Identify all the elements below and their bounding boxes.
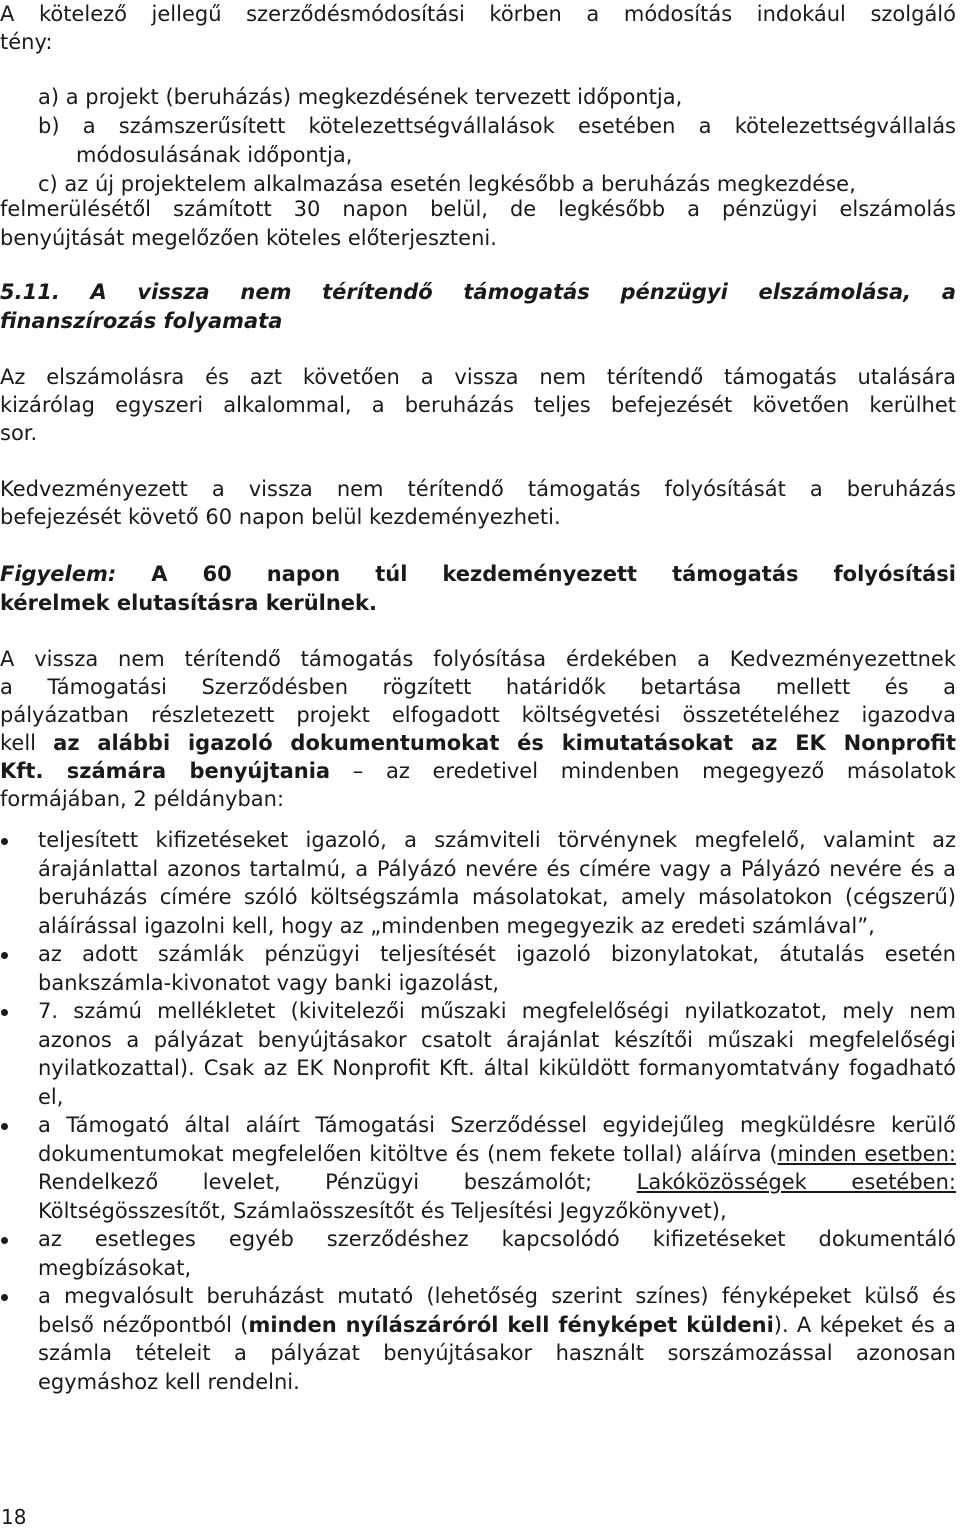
list-item (0, 826, 956, 940)
intro-tail-line: felmerülésétől számított 30 napon belül, de legkésőbb a pénzügyi elszámolás (0, 197, 956, 221)
section-heading-line: 5.11. A vissza nem térítendő támogatás pénzügyi elszámolása, a (0, 280, 956, 304)
intro-item-a: a) a projekt (beruházás) megkezdésének tervezett időpontja, (38, 85, 683, 109)
list-item-text: Költségösszesítőt, Számlaösszesítőt és Teljesítési Jegyzőkönyvet), (38, 1198, 727, 1223)
bullet-icon (1, 1237, 8, 1244)
warning-block (0, 560, 956, 618)
bullet-icon (1, 952, 8, 959)
list-item (0, 1111, 956, 1225)
paragraph-line: sor. (0, 421, 38, 445)
intro-item-b: b) a számszerűsített kötelezettségvállalások esetében a kötelezettségvállalás (38, 114, 956, 138)
intro-list (38, 83, 956, 199)
list-item-text: 7. számú mellékletet (kivitelezői műszaki megfelelőségi nyilatkozatot, mely nem azonos a pályázat benyújtásakor csatolt árajánlat készítői műszaki megfelelőségi nyilatkozattal). Csak az EK Nonprofit Kft. által kiküldött formanyomtatvány fogadható el, (38, 999, 956, 1109)
paragraph-initiation (0, 475, 956, 531)
warning-label: Figyelem: (0, 562, 117, 586)
bullet-icon (1, 1294, 8, 1301)
paragraph-documents (0, 645, 956, 813)
list-item-text: az esetleges egyéb szerződéshez kapcsolódó kifizetéseket dokumentáló megbízásokat, (38, 1227, 956, 1280)
bullet-icon (1, 1123, 8, 1130)
list-item-text: az adott számlák pénzügyi teljesítését igazoló bizonylatokat, átutalás esetén bankszámla-kivonatot vagy banki igazolást, (38, 942, 956, 995)
section-heading (0, 278, 956, 336)
list-item (0, 1225, 956, 1282)
section-heading-line: finanszírozás folyamata (0, 309, 283, 333)
list-item (0, 1282, 956, 1396)
intro-item-c: c) az új projektelem alkalmazása esetén legkésőbb a beruházás megkezdése, (38, 172, 856, 196)
paragraph-line: Kedvezményezett a vissza nem térítendő támogatás folyósítását a beruházás (0, 477, 956, 501)
paragraph-text: – az eredetivel mindenben megegyező másolatok (330, 759, 956, 783)
paragraph-line (0, 729, 956, 757)
list-item-text: teljesített kifizetéseket igazoló, a számviteli törvénynek megfelelő, valamint az árajánlattal azonos tartalmú, a Pályázó nevére és címére vagy a Pályázó nevére és a beruházás címére szóló költségszámla másolatokat, amely másolatokon (cégszerű) aláírással igazolni kell, hogy az „mindenben megegyezik az eredeti számlával”, (38, 828, 956, 938)
paragraph-line (0, 757, 956, 785)
paragraph-line: befejezését követő 60 napon belül kezdeményezheti. (0, 505, 561, 529)
paragraph-line: Az elszámolásra és azt követően a vissza nem térítendő támogatás utalására (0, 365, 956, 389)
paragraph-bold-text: az alábbi igazoló dokumentumokat és kimutatásokat az EK Nonprofit (53, 731, 956, 755)
list-item-text: a megvalósult beruházást mutató (lehetőség szerint színes) fényképeket külső és belső nézőpontból ( (38, 1284, 956, 1337)
list-item-text: a Támogató által aláírt Támogatási Szerződéssel egyidejűleg megküldésre kerülő dokumentumokat megfelelően kitöltve és (nem fekete tollal) aláírva ( (38, 1113, 956, 1166)
underlined-text: Lakóközösségek esetében: (636, 1170, 956, 1194)
bullet-icon (1, 1009, 8, 1016)
paragraph-line: kizárólag egyszeri alkalommal, a beruházás teljes befejezését követően kerülhet (0, 393, 956, 417)
bullet-icon (1, 838, 8, 845)
intro-line: A kötelező jellegű szerződésmódosítási körben a módosítás indokául szolgáló (0, 2, 956, 26)
intro-tail (0, 195, 956, 253)
paragraph-line: pályázatban részletezett projekt elfogadott költségvetési összetételéhez igazodva (0, 703, 956, 727)
paragraph-settlement (0, 363, 956, 447)
warning-line: kérelmek elutasításra kerülnek. (0, 591, 377, 615)
paragraph-text: kell (0, 731, 54, 755)
list-item-text: Rendelkező levelet, Pénzügyi beszámolót; (38, 1170, 637, 1194)
page-number: 18 (1, 1505, 27, 1529)
document-bullet-list (0, 826, 956, 1396)
paragraph-line: A vissza nem térítendő támogatás folyósítása érdekében a Kedvezményezettnek (0, 647, 956, 671)
paragraph-line: formájában, 2 példányban: (0, 787, 285, 811)
warning-line (0, 560, 956, 589)
intro-line: tény: (0, 30, 53, 54)
intro-block (0, 0, 956, 56)
paragraph-line: a Támogatási Szerződésben rögzített határidők betartása mellett és a (0, 675, 956, 699)
list-item (0, 940, 956, 997)
warning-text: A 60 napon túl kezdeményezett támogatás folyósítási (116, 562, 956, 586)
underlined-text: minden esetben: (777, 1141, 956, 1166)
list-item (0, 997, 956, 1111)
paragraph-bold-text: Kft. számára benyújtania (0, 759, 331, 783)
list-item-text: ). A képeket és a számla tételeit a pályázat benyújtásakor használt sorszámozással azonosan egymáshoz kell rendelni. (38, 1312, 956, 1394)
intro-tail-line: benyújtását megelőzően köteles előterjeszteni. (0, 226, 497, 250)
bold-text: minden nyílászáróról kell fényképet küldeni (248, 1312, 774, 1337)
intro-item-b-cont: módosulásának időpontja, (76, 143, 353, 167)
